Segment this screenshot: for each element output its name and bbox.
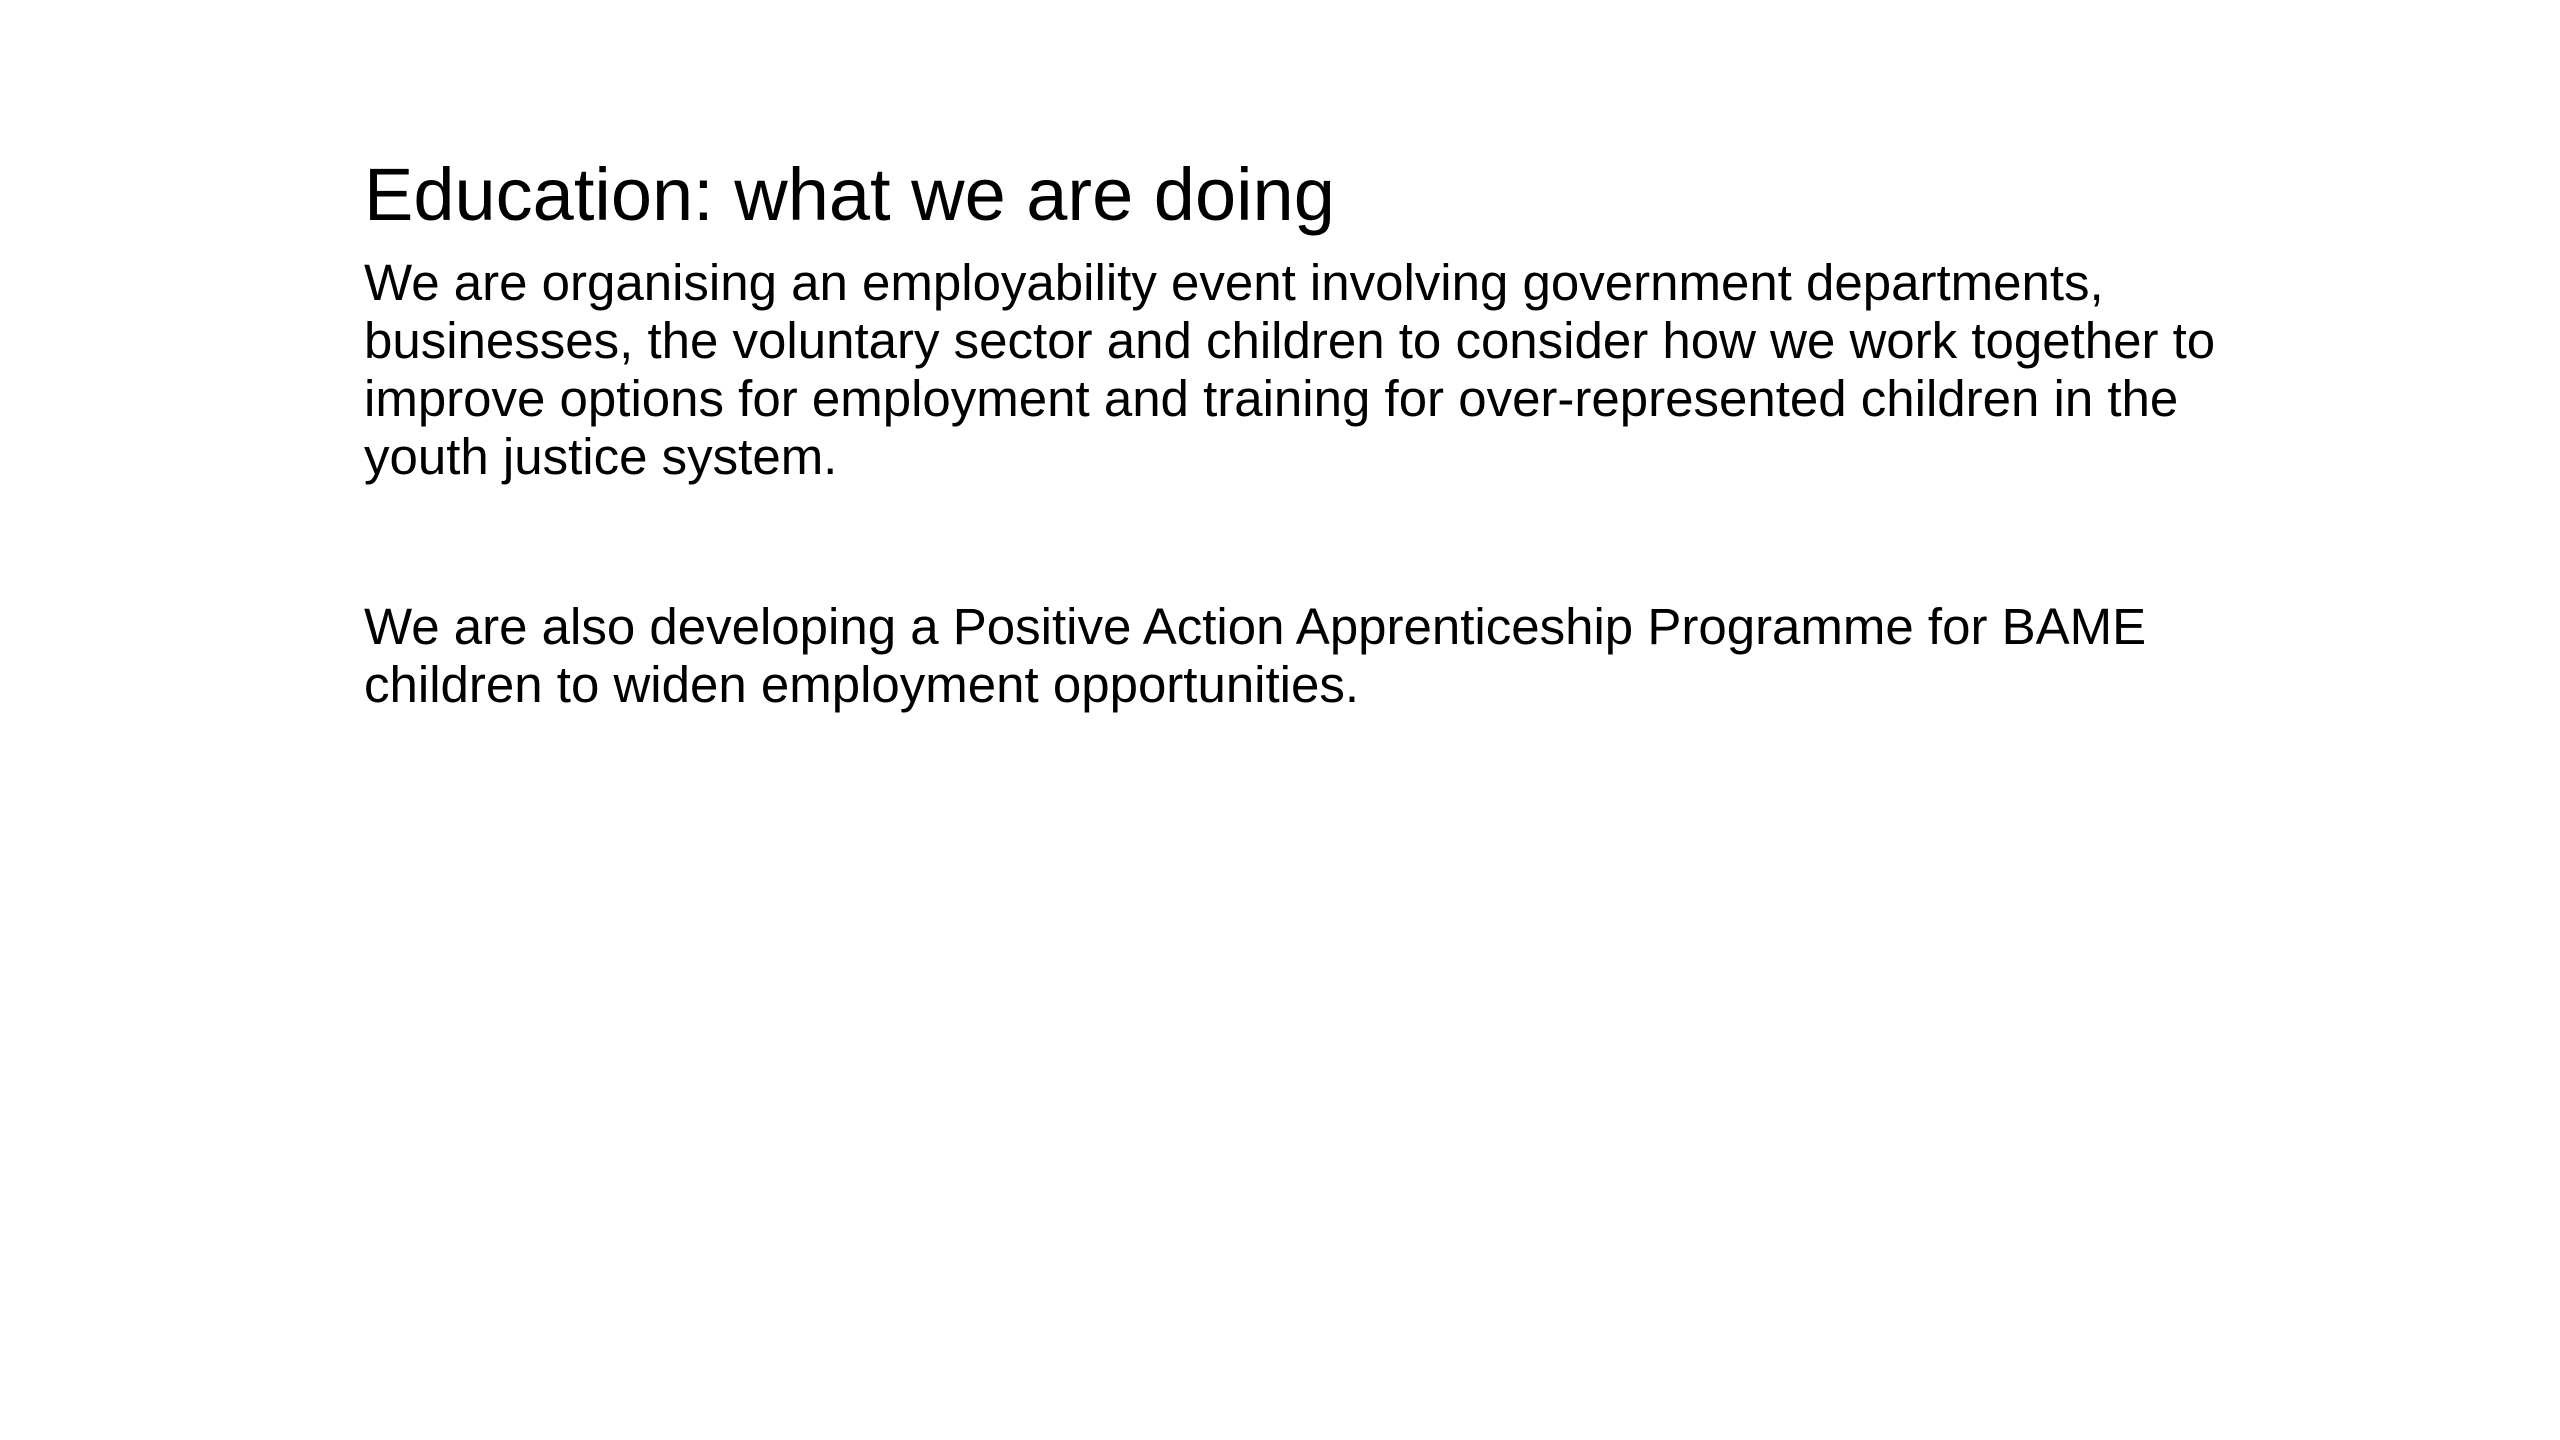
paragraph-employability-event: We are organising an employability event involving government departments, businesses, the voluntary sector and children to consider how we work together to improve options for employment and training for over-represented children in the youth justice system. <box>364 254 2216 485</box>
paragraph-apprenticeship-programme: We are also developing a Positive Action Apprenticeship Programme for BAME children to widen employment opportunities. <box>364 598 2147 713</box>
slide-title: Education: what we are doing <box>364 153 1335 236</box>
slide-content <box>364 150 2284 714</box>
